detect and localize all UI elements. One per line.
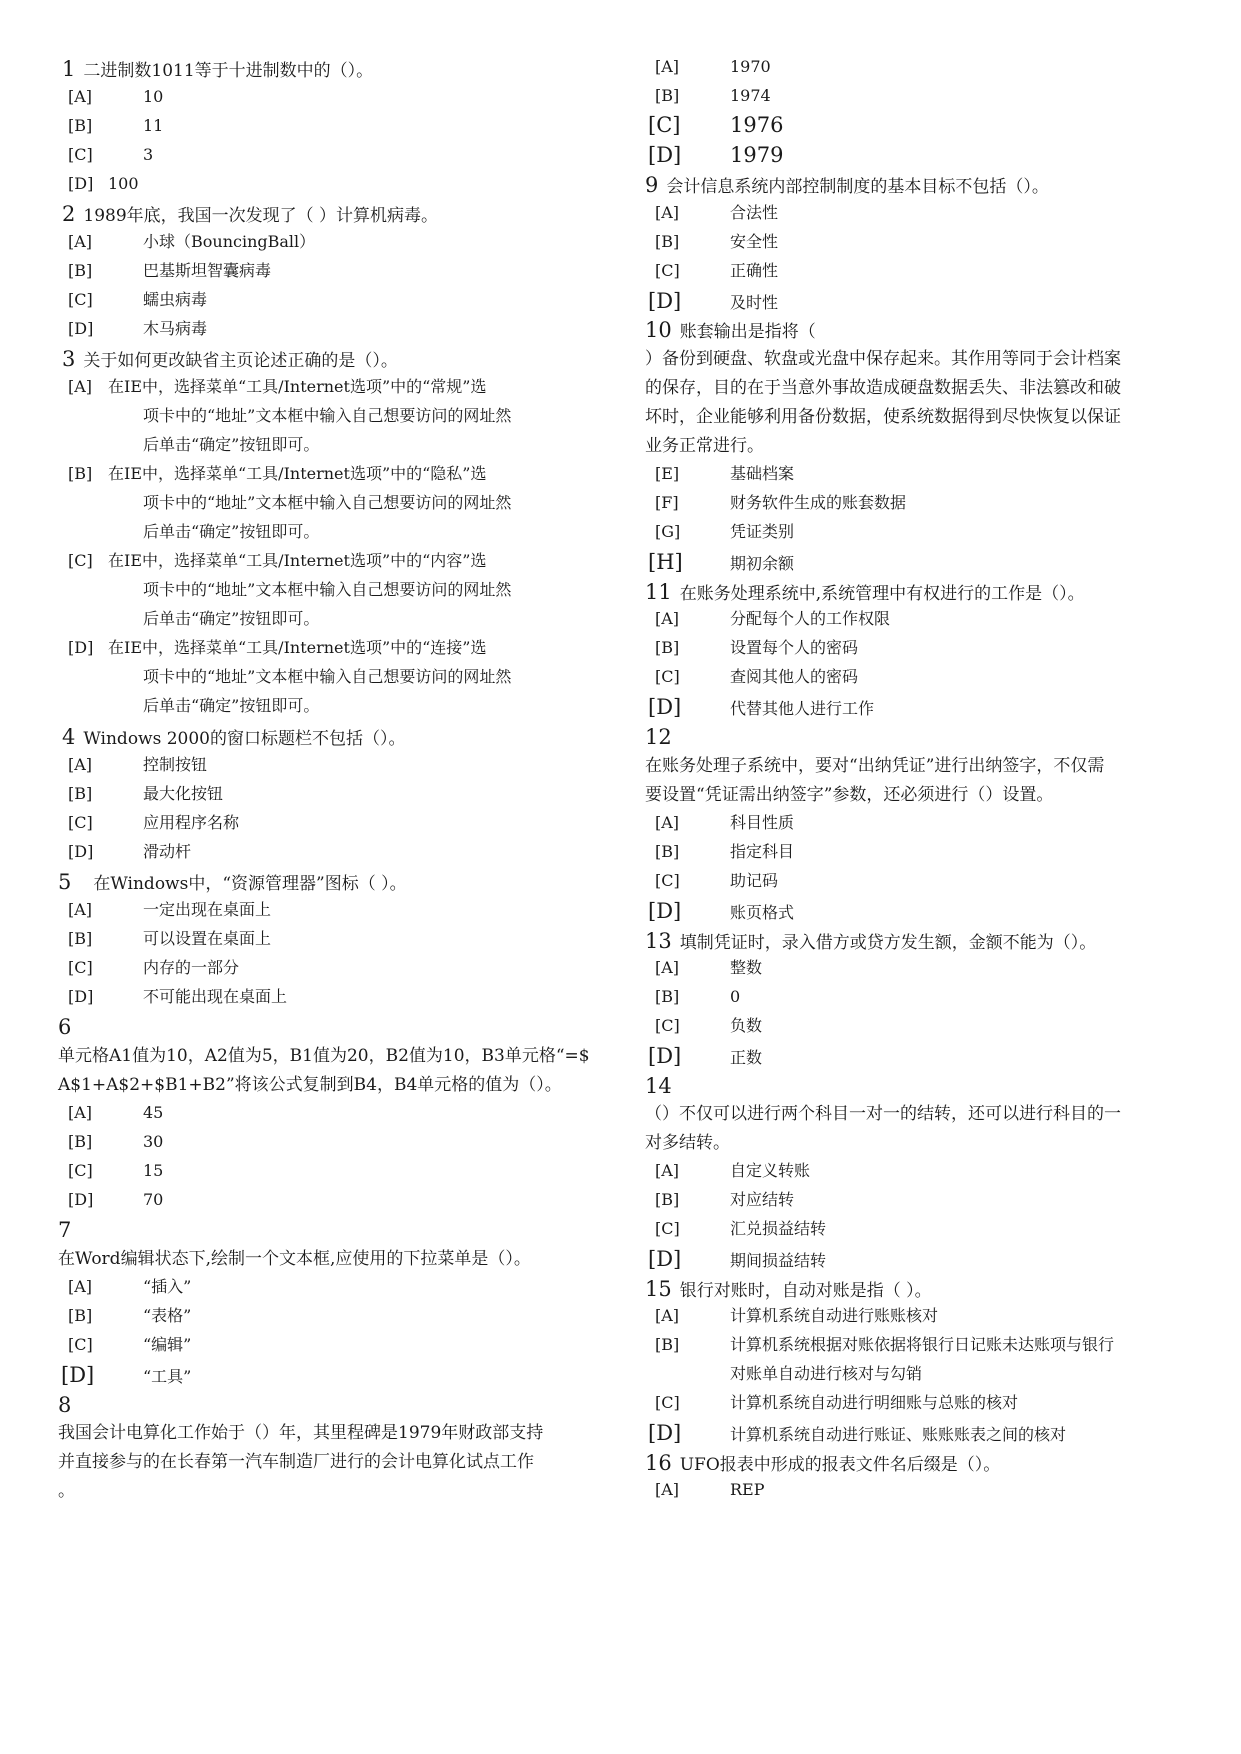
option-letter: [C] [655,1393,680,1412]
question-number: 13 [645,929,672,953]
option-letter: [B] [655,987,680,1006]
option-letter: [A] [655,609,680,628]
option-letter: [A] [655,203,680,222]
option-row[interactable] [68,463,487,485]
option-text: 及时性 [730,293,779,312]
option-letter: [B] [68,784,93,803]
option-row[interactable] [648,112,783,138]
option-text: 应用程序名称 [143,813,240,832]
option-row[interactable] [68,144,153,166]
question-text: 对多结转。 [645,1133,730,1153]
option-continuation: 后单击“确定”按钮即可。 [143,435,320,454]
option-letter: [C] [68,958,93,977]
option-row[interactable] [655,1479,765,1501]
option-letter: [C] [655,1016,680,1035]
question-text: 银行对账时，自动对账是指（ ）。 [679,1281,932,1301]
option-letter: [H] [648,550,683,574]
question-text: 并直接参与的在长春第一汽车制造厂进行的会计电算化试点工作 [58,1452,534,1472]
question-3-title [62,346,398,373]
question-12-number [645,724,672,751]
option-text: 30 [143,1132,164,1151]
question-number: 10 [645,318,672,342]
option-text: 1979 [730,143,784,167]
option-row[interactable] [655,957,762,979]
question-text: 。 [58,1481,75,1501]
option-row[interactable] [648,898,794,926]
option-continuation: 项卡中的“地址”文本框中输入自己想要访问的网址然 [143,667,512,686]
question-text: 的保存，目的在于当意外事故造成硬盘数据丢失、非法篡改和破 [645,378,1121,398]
option-text: 代替其他人进行工作 [730,699,875,718]
option-letter: [D] [68,842,94,861]
option-row[interactable] [648,1246,826,1274]
option-text: 木马病毒 [143,319,208,338]
option-letter: [A] [68,900,93,919]
option-row[interactable] [655,260,778,282]
option-text: 科目性质 [730,813,795,832]
question-text: 会计信息系统内部控制制度的基本目标不包括（）。 [666,177,1049,197]
option-letter: [D] [648,695,682,719]
question-number: 4 [62,725,76,749]
option-letter: [D] [648,1247,682,1271]
question-text: 在账务处理系统中,系统管理中有权进行的工作是（）。 [679,584,1085,604]
option-row[interactable] [655,463,794,485]
option-text: 自定义转账 [730,1161,811,1180]
option-text: 100 [108,174,139,193]
option-text: 45 [143,1103,164,1122]
option-letter: [D] [68,1190,94,1209]
option-text: 账页格式 [730,903,795,922]
option-text: 负数 [730,1016,763,1035]
option-row[interactable] [655,870,778,892]
option-row[interactable] [655,666,858,688]
option-letter: [A] [68,377,93,396]
option-text: 最大化按钮 [143,784,224,803]
option-letter: [D] [61,1363,95,1387]
option-row[interactable] [68,550,487,572]
option-row[interactable] [648,1043,762,1071]
question-number: 2 [62,202,76,226]
option-letter: [A] [68,87,93,106]
option-text: 可以设置在桌面上 [143,929,272,948]
question-10-title [645,317,816,344]
option-row[interactable] [68,1131,163,1153]
option-row[interactable] [68,231,315,253]
option-row[interactable] [68,1189,163,1211]
option-letter: [A] [655,1306,680,1325]
question-1-title [62,56,373,83]
option-row[interactable] [68,1102,163,1124]
option-row[interactable] [648,1420,1066,1448]
question-9-title [645,172,1049,199]
option-letter: [A] [68,232,93,251]
option-row[interactable] [655,521,794,543]
option-row[interactable] [68,115,163,137]
question-13-title [645,928,1096,955]
option-row[interactable] [655,841,794,863]
option-letter: [D] [68,987,94,1006]
option-letter: [C] [68,813,93,832]
option-letter: [B] [655,86,680,105]
option-text: 0 [730,987,741,1006]
option-row[interactable] [655,637,858,659]
option-text: 期间损益结转 [730,1251,827,1270]
question-number: 6 [58,1015,72,1039]
question-number: 11 [645,580,672,604]
question-11-title [645,579,1085,606]
option-letter: [D] [68,319,94,338]
option-text: “插入” [143,1277,192,1296]
question-5-title [58,869,407,896]
option-text: 计算机系统自动进行账证、账账账表之间的核对 [730,1425,1067,1444]
question-number: 9 [645,173,659,197]
question-number: 12 [645,725,672,749]
option-text: 整数 [730,958,763,977]
option-letter: [G] [655,522,681,541]
option-row[interactable] [68,289,207,311]
option-letter: [C] [655,871,680,890]
option-letter: [C] [655,667,680,686]
option-text: 财务软件生成的账套数据 [730,493,907,512]
option-text: 不可能出现在桌面上 [143,987,288,1006]
option-letter: [C] [68,1335,93,1354]
option-row[interactable] [655,1189,794,1211]
option-row[interactable] [68,754,207,776]
option-text: 汇兑损益结转 [730,1219,827,1238]
option-letter: [C] [68,145,93,164]
option-text: “表格” [143,1306,192,1325]
option-text: 在IE中，选择菜单“工具/Internet选项”中的“常规”选 [108,377,487,396]
question-number: 15 [645,1277,672,1301]
option-letter: [B] [655,638,680,657]
option-row[interactable] [648,288,778,316]
question-text: 坏时，企业能够利用备份数据，使系统数据得到尽快恢复以保证 [645,407,1121,427]
question-text: 在Word编辑状态下,绘制一个文本框,应使用的下拉菜单是（）。 [58,1249,531,1269]
option-text: 1970 [730,57,771,76]
option-text: 70 [143,1190,164,1209]
option-row[interactable] [655,1305,938,1327]
option-text: 内存的一部分 [143,958,240,977]
question-text: ）备份到硬盘、软盘或光盘中保存起来。其作用等同于会计档案 [645,349,1121,369]
question-14-number [645,1073,672,1100]
question-16-title [645,1450,1000,1477]
option-row[interactable] [68,986,287,1008]
option-letter: [C] [648,113,681,137]
option-letter: [F] [655,493,679,512]
question-text: （）不仅可以进行两个科目一对一的结转，还可以进行科目的一 [645,1104,1121,1124]
option-letter: [B] [655,1335,680,1354]
option-text: 合法性 [730,203,779,222]
option-letter: [D] [648,899,682,923]
option-text: 在IE中，选择菜单“工具/Internet选项”中的“连接”选 [108,638,487,657]
option-letter: [D] [648,143,682,167]
option-text: 10 [143,87,164,106]
option-letter: [D] [648,1044,682,1068]
option-letter: [A] [655,57,680,76]
question-text: UFO报表中形成的报表文件名后缀是（）。 [679,1455,1001,1475]
question-number: 3 [62,347,76,371]
option-row[interactable] [648,549,794,577]
option-letter: [B] [655,232,680,251]
question-text: Windows 2000的窗口标题栏不包括（）。 [83,729,406,749]
option-continuation: 项卡中的“地址”文本框中输入自己想要访问的网址然 [143,406,512,425]
option-text: 正数 [730,1048,763,1067]
question-number: 1 [62,57,76,81]
option-row[interactable] [68,783,223,805]
option-letter: [A] [655,813,680,832]
option-continuation: 后单击“确定”按钮即可。 [143,522,320,541]
option-letter: [D] [648,289,682,313]
option-continuation: 对账单自动进行核对与勾销 [730,1364,923,1383]
option-text: 期初余额 [730,554,795,573]
option-row[interactable] [68,841,191,863]
option-row[interactable] [655,56,771,78]
option-letter: [D] [68,638,94,657]
option-text: 查阅其他人的密码 [730,667,859,686]
option-letter: [C] [68,1161,93,1180]
option-row[interactable] [68,1305,191,1327]
option-letter: [C] [68,551,93,570]
option-text: 控制按钮 [143,755,208,774]
option-row[interactable] [68,376,487,398]
question-number: 7 [58,1218,72,1242]
option-text: 设置每个人的密码 [730,638,859,657]
option-text: 在IE中，选择菜单“工具/Internet选项”中的“内容”选 [108,551,487,570]
option-continuation: 项卡中的“地址”文本框中输入自己想要访问的网址然 [143,580,512,599]
option-letter: [B] [68,116,93,135]
question-7-number [58,1217,71,1244]
question-2-title [62,201,438,228]
option-row[interactable] [655,1160,810,1182]
option-text: “编辑” [143,1335,192,1354]
question-text: 1989年底，我国一次发现了（ ）计算机病毒。 [83,206,439,226]
option-letter: [A] [68,1277,93,1296]
option-letter: [C] [655,1219,680,1238]
option-row[interactable] [68,957,239,979]
option-text: 1974 [730,86,771,105]
option-row[interactable] [648,694,874,722]
option-row[interactable] [68,86,163,108]
option-text: 15 [143,1161,164,1180]
option-letter: [B] [68,261,93,280]
option-letter: [A] [68,1103,93,1122]
question-text: 在Windows中，“资源管理器”图标（ ）。 [93,874,407,894]
option-row[interactable] [655,1218,826,1240]
option-row[interactable] [655,202,778,224]
option-row[interactable] [655,812,794,834]
option-text: 计算机系统自动进行明细账与总账的核对 [730,1393,1019,1412]
option-row[interactable] [68,1276,191,1298]
option-letter: [A] [68,755,93,774]
option-text: 巴基斯坦智囊病毒 [143,261,272,280]
question-text: 业务正常进行。 [645,436,764,456]
option-row[interactable] [61,1362,191,1390]
question-text: 账套输出是指将（ [679,322,816,342]
question-text: 单元格A1值为10，A2值为5，B1值为20，B2值为10，B3单元格“=$ [58,1046,590,1066]
option-row[interactable] [655,986,740,1008]
question-text: 填制凭证时，录入借方或贷方发生额，金额不能为（）。 [679,933,1097,953]
option-letter: [B] [68,1306,93,1325]
option-text: 计算机系统自动进行账账核对 [730,1306,939,1325]
option-row[interactable] [655,1334,1114,1356]
question-text: 我国会计电算化工作始于（）年，其里程碑是1979年财政部支持 [58,1423,544,1443]
option-letter: [C] [68,290,93,309]
option-text: 小球（BouncingBall） [143,232,316,251]
option-row[interactable] [655,1015,762,1037]
option-text: 指定科目 [730,842,795,861]
question-number: 5 [58,870,72,894]
option-text: 对应结转 [730,1190,795,1209]
option-text: 助记码 [730,871,779,890]
option-text: 1976 [730,113,784,137]
option-letter: [D] [648,1421,682,1445]
option-letter: [D] [68,174,94,193]
option-text: 计算机系统根据对账依据将银行日记账未达账项与银行 [730,1335,1115,1354]
question-text: A$1+A$2+$B1+B2”将该公式复制到B4，B4单元格的值为（）。 [58,1075,562,1095]
option-row[interactable] [655,85,771,107]
option-row[interactable] [68,318,207,340]
option-letter: [B] [68,929,93,948]
option-row[interactable] [68,928,271,950]
option-letter: [B] [68,464,93,483]
option-letter: [A] [655,1480,680,1499]
question-text: 关于如何更改缺省主页论述正确的是（）。 [83,351,398,371]
option-row[interactable] [68,1334,191,1356]
question-number: 16 [645,1451,672,1475]
question-text: 要设置“凭证需出纳签字”参数，还必须进行（）设置。 [645,785,1054,805]
option-letter: [A] [655,958,680,977]
question-text: 在账务处理子系统中，要对“出纳凭证”进行出纳签字，不仅需 [645,756,1105,776]
option-text: 滑动杆 [143,842,192,861]
question-text: 二进制数1011等于十进制数中的（）。 [83,61,374,81]
option-text: 凭证类别 [730,522,795,541]
option-text: 安全性 [730,232,779,251]
option-letter: [B] [655,1190,680,1209]
option-letter: [A] [655,1161,680,1180]
option-row[interactable] [68,1160,163,1182]
question-number: 14 [645,1074,672,1098]
question-8-number [58,1392,71,1419]
option-text: 一定出现在桌面上 [143,900,272,919]
option-letter: [B] [68,1132,93,1151]
option-text: 在IE中，选择菜单“工具/Internet选项”中的“隐私”选 [108,464,487,483]
option-row[interactable] [68,173,139,195]
question-4-title [62,724,406,751]
option-row[interactable] [655,608,890,630]
option-continuation: 后单击“确定”按钮即可。 [143,696,320,715]
option-letter: [C] [655,261,680,280]
option-text: 分配每个人的工作权限 [730,609,891,628]
option-text: 3 [143,145,154,164]
option-text: 基础档案 [730,464,795,483]
option-continuation: 项卡中的“地址”文本框中输入自己想要访问的网址然 [143,493,512,512]
question-6-number [58,1014,71,1041]
option-text: 11 [143,116,164,135]
option-text: 正确性 [730,261,779,280]
option-continuation: 后单击“确定”按钮即可。 [143,609,320,628]
option-row[interactable] [655,492,906,514]
option-row[interactable] [648,142,783,168]
option-row[interactable] [68,637,487,659]
question-15-title [645,1276,932,1303]
option-row[interactable] [655,1392,1018,1414]
option-text: REP [730,1480,765,1499]
option-row[interactable] [68,812,239,834]
option-row[interactable] [655,231,778,253]
option-text: “工具” [143,1367,192,1386]
question-number: 8 [58,1393,72,1417]
option-row[interactable] [68,260,271,282]
option-letter: [B] [655,842,680,861]
option-row[interactable] [68,899,271,921]
option-text: 蠕虫病毒 [143,290,208,309]
option-letter: [E] [655,464,680,483]
